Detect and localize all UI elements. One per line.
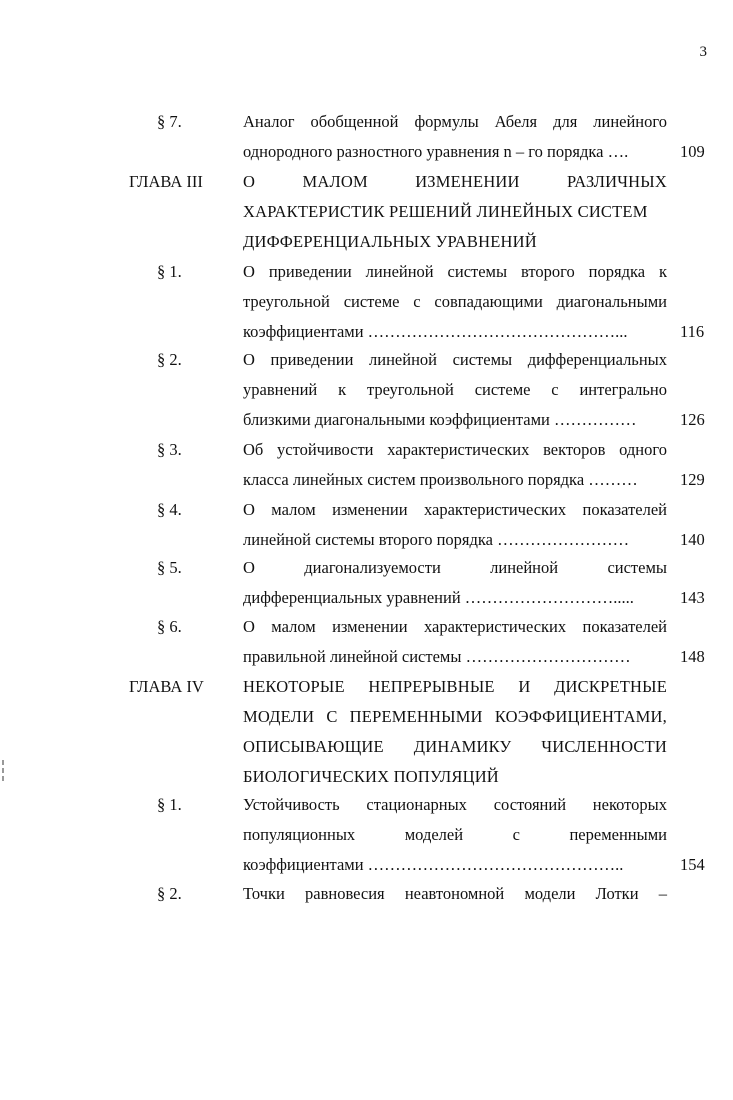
toc-entry-line: Устойчивость стационарных состояний некоторых xyxy=(243,795,667,814)
toc-entry-line: уравнений к треугольной системе с интегрально xyxy=(243,380,667,399)
toc-entry-line: правильной линейной системы ………………………… xyxy=(243,647,631,666)
toc-entry-page: 116 xyxy=(680,322,705,341)
toc-chapter-title-line: НЕКОТОРЫЕ НЕПРЕРЫВНЫЕ И ДИСКРЕТНЫЕ xyxy=(243,677,667,696)
toc-chapter-label: ГЛАВА IV xyxy=(129,677,204,696)
toc-entry-label: § 6. xyxy=(157,617,182,636)
toc-entry-line: О малом изменении характеристических показателей xyxy=(243,617,667,636)
toc-chapter-title-line: О МАЛОМ ИЗМЕНЕНИИ РАЗЛИЧНЫХ xyxy=(243,172,667,191)
toc-entry-page: 109 xyxy=(680,142,705,161)
toc-chapter-title-line: ДИФФЕРЕНЦИАЛЬНЫХ УРАВНЕНИЙ xyxy=(243,232,537,251)
toc-entry-label: § 1. xyxy=(157,262,182,281)
toc-chapter-title-line: ОПИСЫВАЮЩИЕ ДИНАМИКУ ЧИСЛЕННОСТИ xyxy=(243,737,667,756)
toc-entry-line: популяционных моделей с переменными xyxy=(243,825,667,844)
toc-entry-line: коэффициентами ……………………………………….. xyxy=(243,855,624,874)
toc-entry-label: § 3. xyxy=(157,440,182,459)
toc-entry-page: 140 xyxy=(680,530,705,549)
toc-entry-line: Точки равновесия неавтономной модели Лотки – xyxy=(243,884,667,903)
toc-entry-label: § 4. xyxy=(157,500,182,519)
toc-entry-line: Об устойчивости характеристических векторов одного xyxy=(243,440,667,459)
page-number: 3 xyxy=(699,44,707,60)
toc-entry-line: дифференциальных уравнений ………………………..... xyxy=(243,588,634,607)
toc-entry-line: однородного разностного уравнения n – го порядка …. xyxy=(243,142,629,161)
toc-entry-label: § 7. xyxy=(157,112,182,131)
toc-entry-page: 154 xyxy=(680,855,705,874)
toc-entry-label: § 2. xyxy=(157,350,182,369)
toc-chapter-label: ГЛАВА III xyxy=(129,172,203,191)
toc-entry-label: § 5. xyxy=(157,558,182,577)
toc-chapter-title-line: БИОЛОГИЧЕСКИХ ПОПУЛЯЦИЙ xyxy=(243,767,499,786)
toc-entry-page: 148 xyxy=(680,647,705,666)
toc-entry-line: треугольной системе с совпадающими диагональными xyxy=(243,292,667,311)
toc-entry-page: 143 xyxy=(680,588,705,607)
toc-entry-page: 129 xyxy=(680,470,705,489)
toc-entry-label: § 1. xyxy=(157,795,182,814)
toc-entry-line: О малом изменении характеристических показателей xyxy=(243,500,667,519)
toc-entry-line: коэффициентами ………………………………………... xyxy=(243,322,628,341)
toc-entry-line: линейной системы второго порядка …………………… xyxy=(243,530,630,549)
scan-margin-marks xyxy=(2,760,5,786)
toc-entry-line: О приведении линейной системы дифференциальных xyxy=(243,350,667,369)
toc-entry-page: 126 xyxy=(680,410,705,429)
toc-entry-line: класса линейных систем произвольного порядка ……… xyxy=(243,470,638,489)
toc-entry-line: О диагонализуемости линейной системы xyxy=(243,558,667,577)
toc-entry-line: близкими диагональными коэффициентами …………… xyxy=(243,410,637,429)
toc-entry-line: Аналог обобщенной формулы Абеля для линейного xyxy=(243,112,667,131)
toc-chapter-title-line: МОДЕЛИ С ПЕРЕМЕННЫМИ КОЭФФИЦИЕНТАМИ, xyxy=(243,707,667,726)
toc-chapter-title-line: ХАРАКТЕРИСТИК РЕШЕНИЙ ЛИНЕЙНЫХ СИСТЕМ xyxy=(243,202,648,221)
toc-entry-label: § 2. xyxy=(157,884,182,903)
toc-entry-line: О приведении линейной системы второго порядка к xyxy=(243,262,667,281)
